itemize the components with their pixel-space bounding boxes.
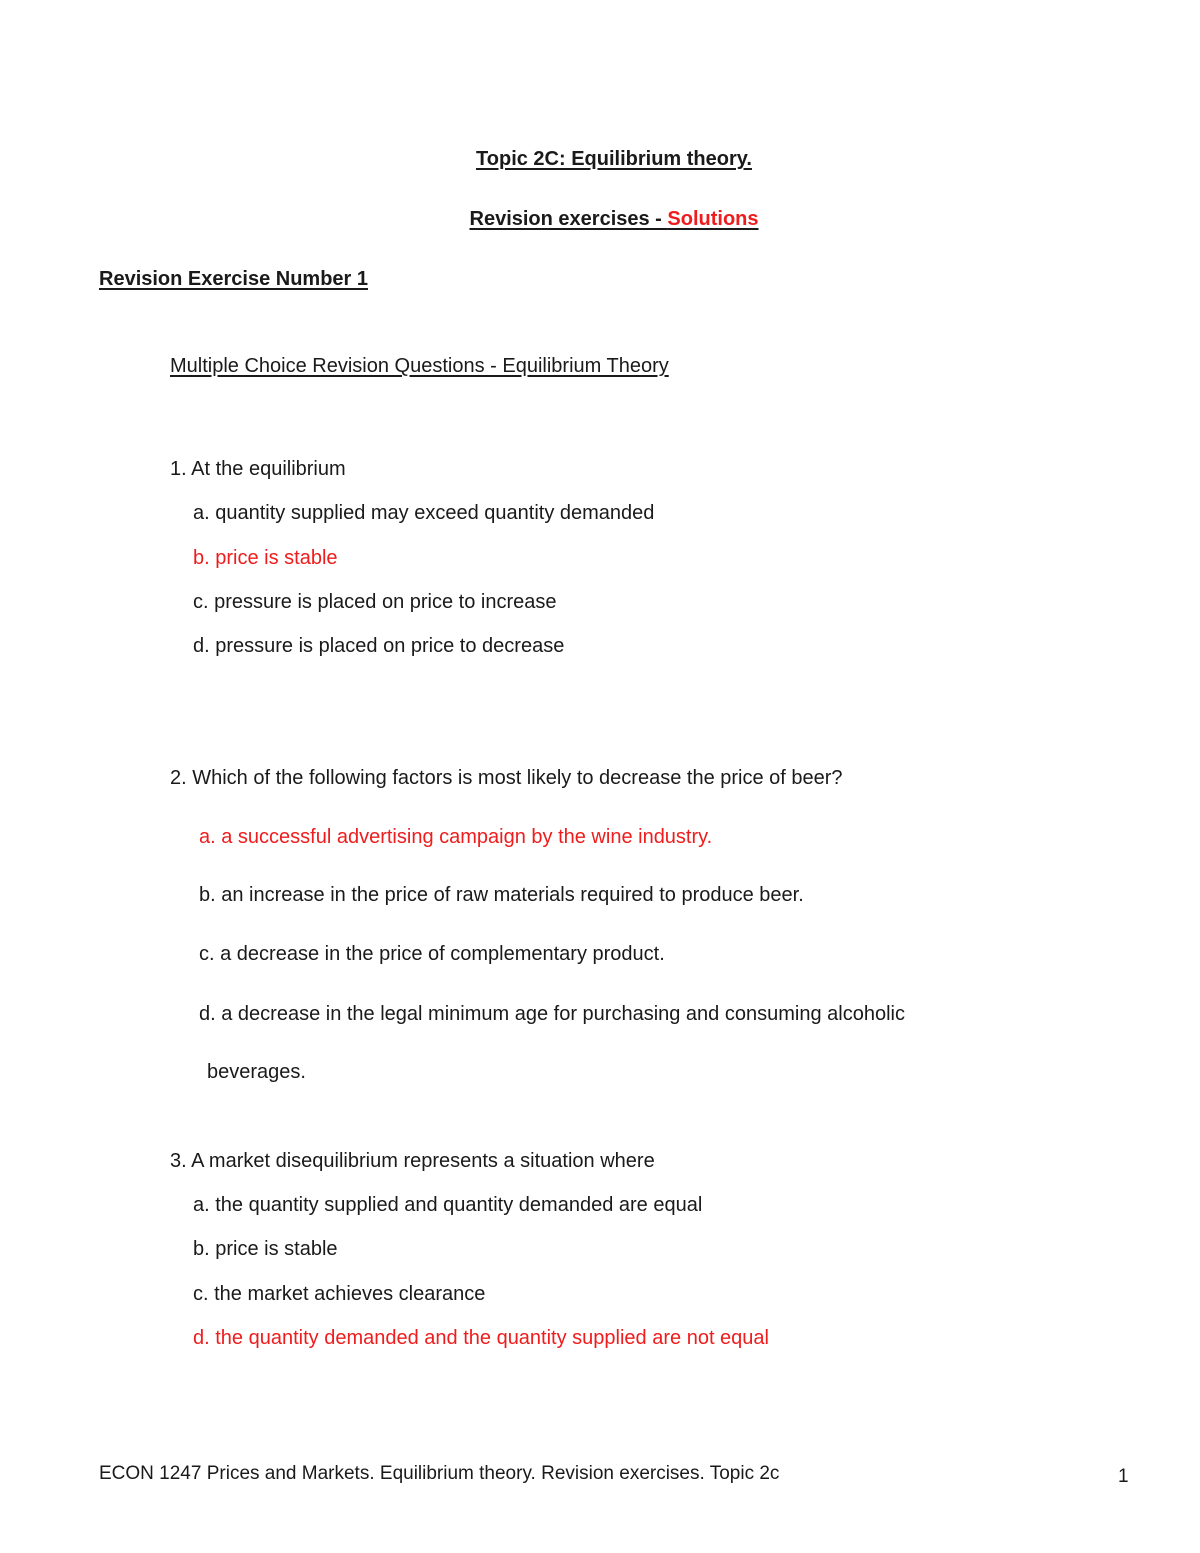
question-3-option-d-correct: d. the quantity demanded and the quantity supplied are not equal bbox=[193, 1327, 769, 1349]
section-heading: Revision Exercise Number 1 bbox=[99, 268, 369, 290]
question-2-stem: 2. Which of the following factors is most likely to decrease the price of beer? bbox=[170, 767, 843, 789]
question-3-option-a: a. the quantity supplied and quantity demanded are equal bbox=[193, 1194, 703, 1216]
question-2-option-d-continuation: beverages. bbox=[207, 1061, 306, 1083]
question-1-option-b-correct: b. price is stable bbox=[193, 547, 338, 569]
question-1-stem: 1. At the equilibrium bbox=[170, 458, 346, 480]
question-2-option-c: c. a decrease in the price of complementary product. bbox=[199, 943, 665, 965]
question-2-option-a-correct: a. a successful advertising campaign by the wine industry. bbox=[199, 826, 713, 848]
footer-text: ECON 1247 Prices and Markets. Equilibrium theory. Revision exercises. Topic 2c bbox=[99, 1463, 780, 1484]
question-2-option-d: d. a decrease in the legal minimum age for purchasing and consuming alcoholic bbox=[199, 1003, 905, 1025]
question-3-stem: 3. A market disequilibrium represents a situation where bbox=[170, 1150, 655, 1172]
document-subtitle bbox=[0, 207, 1200, 231]
question-3-option-c: c. the market achieves clearance bbox=[193, 1283, 486, 1305]
subtitle-prefix: Revision exercises - bbox=[469, 208, 668, 230]
mc-heading: Multiple Choice Revision Questions - Equilibrium Theory bbox=[170, 355, 669, 377]
question-1-option-c: c. pressure is placed on price to increase bbox=[193, 591, 557, 613]
question-2-option-b: b. an increase in the price of raw materials required to produce beer. bbox=[199, 884, 804, 906]
question-1-option-d: d. pressure is placed on price to decrease bbox=[193, 635, 565, 657]
page-number: 1 bbox=[1118, 1466, 1129, 1487]
subtitle-solutions: Solutions bbox=[667, 208, 759, 230]
question-1-option-a: a. quantity supplied may exceed quantity demanded bbox=[193, 502, 655, 524]
document-title: Topic 2C: Equilibrium theory. bbox=[476, 148, 752, 170]
question-3-option-b: b. price is stable bbox=[193, 1238, 338, 1260]
